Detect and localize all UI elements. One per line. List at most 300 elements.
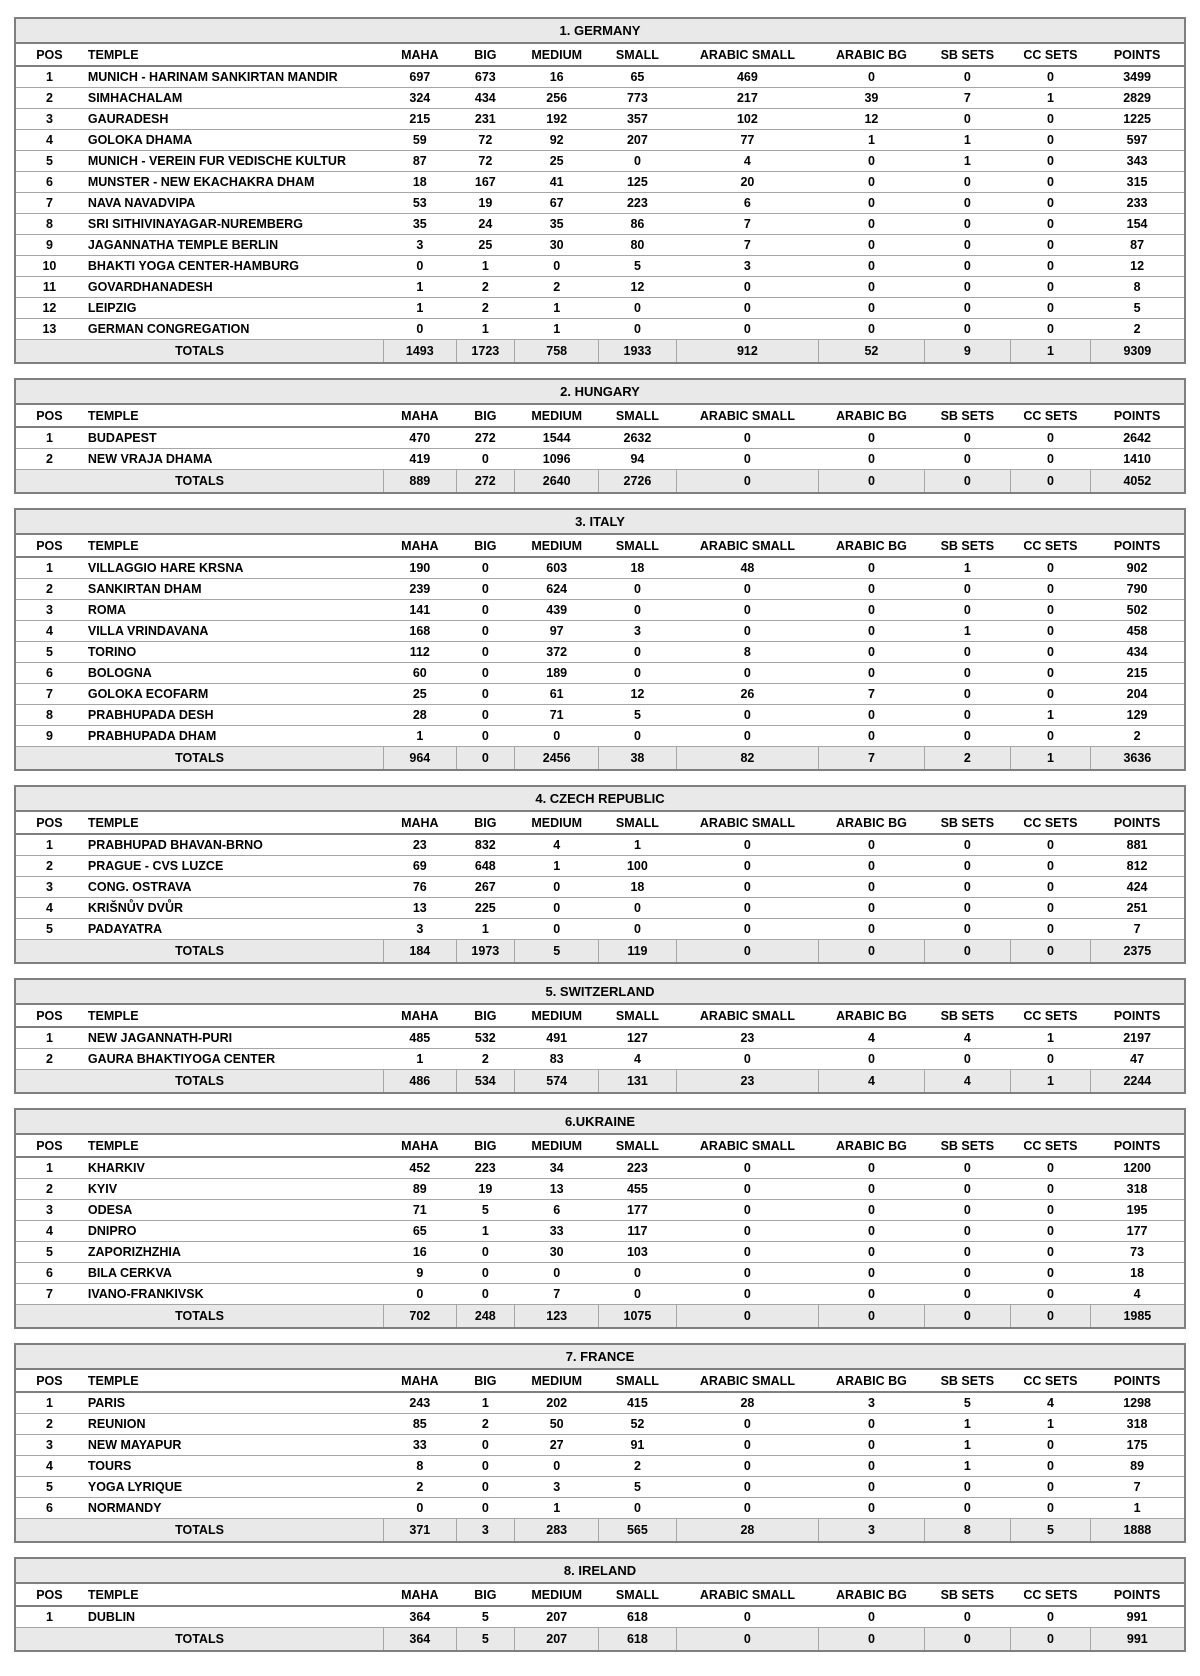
column-header-cc-sets: CC SETS [1011,534,1091,557]
column-header-sb-sets: SB SETS [924,1004,1011,1027]
table-row [15,427,1185,449]
cell-big: 0 [456,684,515,705]
cell-cc-sets: 0 [1011,1284,1091,1305]
cell-big: 223 [456,1157,515,1179]
country-title-row [15,979,1185,1004]
cell-small: 0 [599,663,676,684]
cell-sb-sets: 0 [924,919,1011,940]
column-header-maha: MAHA [384,1004,457,1027]
cell-arabic-bg: 0 [819,214,924,235]
cell-maha: 16 [384,1242,457,1263]
column-header-sb-sets: SB SETS [924,1583,1011,1606]
cell-small: 18 [599,877,676,898]
totals-cell-medium: 2456 [515,747,599,771]
totals-cell-arabic-small: 912 [676,340,819,364]
column-header-sb-sets: SB SETS [924,534,1011,557]
totals-cell-cc-sets: 1 [1011,340,1091,364]
country-title: 1. GERMANY [15,18,1185,43]
cell-cc-sets: 0 [1011,557,1091,579]
cell-temple: ROMA [83,600,384,621]
cell-maha: 0 [384,1498,457,1519]
cell-maha: 33 [384,1435,457,1456]
cell-small: 12 [599,684,676,705]
cell-big: 1 [456,1221,515,1242]
cell-big: 0 [456,600,515,621]
totals-cell-sb-sets: 4 [924,1070,1011,1094]
cell-temple: NEW VRAJA DHAMA [83,449,384,470]
cell-cc-sets: 0 [1011,1049,1091,1070]
cell-arabic-small: 0 [676,1049,819,1070]
totals-label: TOTALS [15,940,384,964]
cell-cc-sets: 0 [1011,1498,1091,1519]
column-header-points: POINTS [1090,811,1185,834]
totals-cell-points: 2244 [1090,1070,1185,1094]
cell-cc-sets: 0 [1011,621,1091,642]
column-header-temple: TEMPLE [83,1134,384,1157]
cell-arabic-bg: 0 [819,877,924,898]
cell-points: 424 [1090,877,1185,898]
cell-arabic-small: 0 [676,277,819,298]
totals-cell-maha: 702 [384,1305,457,1329]
totals-cell-big: 5 [456,1628,515,1652]
cell-small: 100 [599,856,676,877]
cell-arabic-small: 23 [676,1027,819,1049]
cell-small: 103 [599,1242,676,1263]
cell-pos: 1 [15,1157,83,1179]
cell-sb-sets: 0 [924,66,1011,88]
cell-maha: 190 [384,557,457,579]
cell-small: 5 [599,256,676,277]
column-header-medium: MEDIUM [515,43,599,66]
cell-sb-sets: 1 [924,1435,1011,1456]
column-header-pos: POS [15,43,83,66]
cell-small: 5 [599,705,676,726]
cell-maha: 112 [384,642,457,663]
column-header-pos: POS [15,1369,83,1392]
cell-big: 272 [456,427,515,449]
cell-big: 0 [456,705,515,726]
column-header-sb-sets: SB SETS [924,1369,1011,1392]
cell-cc-sets: 1 [1011,1027,1091,1049]
cell-sb-sets: 1 [924,621,1011,642]
cell-medium: 0 [515,877,599,898]
column-header-cc-sets: CC SETS [1011,43,1091,66]
cell-big: 0 [456,1498,515,1519]
cell-medium: 61 [515,684,599,705]
cell-sb-sets: 0 [924,1284,1011,1305]
column-header-points: POINTS [1090,43,1185,66]
table-row [15,256,1185,277]
cell-temple: BILA CERKVA [83,1263,384,1284]
cell-medium: 4 [515,834,599,856]
table-row [15,856,1185,877]
totals-cell-arabic-bg: 4 [819,1070,924,1094]
cell-arabic-bg: 1 [819,130,924,151]
cell-points: 175 [1090,1435,1185,1456]
cell-arabic-bg: 0 [819,1435,924,1456]
cell-pos: 3 [15,109,83,130]
table-row [15,88,1185,109]
country-title-row [15,509,1185,534]
cell-points: 233 [1090,193,1185,214]
cell-medium: 27 [515,1435,599,1456]
totals-row [15,470,1185,494]
cell-temple: PARIS [83,1392,384,1414]
cell-pos: 4 [15,1221,83,1242]
cell-arabic-bg: 3 [819,1392,924,1414]
cell-arabic-small: 0 [676,1200,819,1221]
cell-temple: KHARKIV [83,1157,384,1179]
cell-big: 1 [456,256,515,277]
cell-small: 117 [599,1221,676,1242]
totals-cell-sb-sets: 0 [924,1305,1011,1329]
cell-small: 0 [599,319,676,340]
totals-cell-cc-sets: 1 [1011,747,1091,771]
column-header-big: BIG [456,811,515,834]
cell-arabic-small: 0 [676,427,819,449]
cell-pos: 1 [15,1606,83,1628]
cell-points: 87 [1090,235,1185,256]
column-header-small: SMALL [599,1583,676,1606]
totals-cell-small: 131 [599,1070,676,1094]
totals-cell-cc-sets: 0 [1011,940,1091,964]
country-table [14,978,1186,1094]
table-row [15,1242,1185,1263]
country-table [14,17,1186,364]
cell-temple: MUNICH - HARINAM SANKIRTAN MANDIR [83,66,384,88]
totals-cell-big: 0 [456,747,515,771]
cell-pos: 9 [15,235,83,256]
cell-points: 7 [1090,919,1185,940]
cell-cc-sets: 0 [1011,663,1091,684]
cell-maha: 89 [384,1179,457,1200]
cell-points: 1 [1090,1498,1185,1519]
cell-points: 790 [1090,579,1185,600]
cell-medium: 0 [515,898,599,919]
cell-medium: 0 [515,256,599,277]
column-header-points: POINTS [1090,1004,1185,1027]
cell-cc-sets: 1 [1011,705,1091,726]
cell-arabic-bg: 0 [819,319,924,340]
cell-pos: 5 [15,1242,83,1263]
column-header-sb-sets: SB SETS [924,1134,1011,1157]
cell-sb-sets: 0 [924,1606,1011,1628]
column-header-medium: MEDIUM [515,1134,599,1157]
cell-arabic-bg: 0 [819,557,924,579]
cell-big: 19 [456,193,515,214]
cell-temple: SANKIRTAN DHAM [83,579,384,600]
cell-big: 532 [456,1027,515,1049]
cell-temple: JAGANNATHA TEMPLE BERLIN [83,235,384,256]
cell-maha: 168 [384,621,457,642]
cell-points: 343 [1090,151,1185,172]
column-header-maha: MAHA [384,404,457,427]
cell-medium: 0 [515,1456,599,1477]
cell-maha: 419 [384,449,457,470]
totals-cell-big: 534 [456,1070,515,1094]
totals-cell-arabic-small: 0 [676,1628,819,1652]
column-header-arabic-small: ARABIC SMALL [676,43,819,66]
cell-arabic-bg: 0 [819,1049,924,1070]
column-header-small: SMALL [599,811,676,834]
cell-big: 673 [456,66,515,88]
cell-big: 0 [456,1456,515,1477]
cell-arabic-bg: 0 [819,1179,924,1200]
table-row [15,449,1185,470]
totals-cell-arabic-small: 28 [676,1519,819,1543]
cell-maha: 1 [384,1049,457,1070]
cell-pos: 2 [15,1179,83,1200]
table-row [15,319,1185,340]
cell-cc-sets: 0 [1011,834,1091,856]
totals-cell-arabic-small: 23 [676,1070,819,1094]
country-table [14,1108,1186,1329]
column-header-cc-sets: CC SETS [1011,1369,1091,1392]
cell-arabic-small: 0 [676,834,819,856]
cell-pos: 4 [15,898,83,919]
cell-small: 223 [599,193,676,214]
totals-cell-cc-sets: 0 [1011,470,1091,494]
cell-medium: 92 [515,130,599,151]
cell-temple: VILLAGGIO HARE KRSNA [83,557,384,579]
cell-pos: 5 [15,1477,83,1498]
cell-maha: 69 [384,856,457,877]
cell-arabic-small: 8 [676,642,819,663]
table-row [15,1284,1185,1305]
country-table [14,1557,1186,1652]
cell-pos: 1 [15,66,83,88]
table-row [15,172,1185,193]
cell-arabic-small: 0 [676,600,819,621]
cell-arabic-small: 0 [676,919,819,940]
cell-maha: 60 [384,663,457,684]
cell-small: 52 [599,1414,676,1435]
cell-points: 881 [1090,834,1185,856]
totals-row [15,340,1185,364]
cell-medium: 3 [515,1477,599,1498]
cell-arabic-small: 3 [676,256,819,277]
totals-cell-medium: 758 [515,340,599,364]
column-header-pos: POS [15,1004,83,1027]
cell-maha: 23 [384,834,457,856]
column-header-big: BIG [456,404,515,427]
table-row [15,877,1185,898]
cell-sb-sets: 0 [924,663,1011,684]
totals-cell-cc-sets: 5 [1011,1519,1091,1543]
column-header-maha: MAHA [384,43,457,66]
totals-cell-medium: 2640 [515,470,599,494]
cell-maha: 364 [384,1606,457,1628]
totals-cell-big: 272 [456,470,515,494]
totals-cell-sb-sets: 0 [924,940,1011,964]
column-header-medium: MEDIUM [515,1369,599,1392]
cell-medium: 0 [515,726,599,747]
cell-cc-sets: 0 [1011,235,1091,256]
column-header-arabic-bg: ARABIC BG [819,1134,924,1157]
column-header-maha: MAHA [384,1583,457,1606]
table-row [15,1200,1185,1221]
cell-cc-sets: 0 [1011,1477,1091,1498]
cell-arabic-small: 0 [676,1284,819,1305]
column-header-temple: TEMPLE [83,811,384,834]
cell-arabic-small: 0 [676,1221,819,1242]
totals-cell-arabic-small: 0 [676,1305,819,1329]
cell-cc-sets: 0 [1011,1263,1091,1284]
cell-cc-sets: 0 [1011,1456,1091,1477]
cell-points: 502 [1090,600,1185,621]
column-header-temple: TEMPLE [83,534,384,557]
column-header-temple: TEMPLE [83,43,384,66]
cell-medium: 189 [515,663,599,684]
cell-medium: 0 [515,1263,599,1284]
table-row [15,579,1185,600]
cell-small: 0 [599,919,676,940]
cell-maha: 35 [384,214,457,235]
cell-maha: 3 [384,235,457,256]
column-header-small: SMALL [599,1369,676,1392]
cell-sb-sets: 0 [924,256,1011,277]
cell-sb-sets: 1 [924,130,1011,151]
cell-small: 12 [599,277,676,298]
cell-arabic-small: 0 [676,705,819,726]
country-title-row [15,1344,1185,1369]
cell-sb-sets: 0 [924,726,1011,747]
cell-maha: 85 [384,1414,457,1435]
cell-arabic-small: 6 [676,193,819,214]
cell-arabic-small: 28 [676,1392,819,1414]
cell-pos: 2 [15,1414,83,1435]
cell-maha: 3 [384,919,457,940]
column-header-temple: TEMPLE [83,1004,384,1027]
column-header-cc-sets: CC SETS [1011,404,1091,427]
cell-sb-sets: 4 [924,1027,1011,1049]
cell-cc-sets: 0 [1011,877,1091,898]
cell-big: 648 [456,856,515,877]
cell-big: 2 [456,277,515,298]
cell-small: 80 [599,235,676,256]
table-row [15,663,1185,684]
cell-arabic-bg: 0 [819,1284,924,1305]
country-title: 6.UKRAINE [15,1109,1185,1134]
cell-cc-sets: 0 [1011,193,1091,214]
table-row [15,235,1185,256]
column-header-temple: TEMPLE [83,1583,384,1606]
cell-maha: 0 [384,256,457,277]
column-header-big: BIG [456,1369,515,1392]
cell-points: 318 [1090,1414,1185,1435]
column-header-medium: MEDIUM [515,534,599,557]
column-header-arabic-small: ARABIC SMALL [676,404,819,427]
column-header-row [15,404,1185,427]
cell-arabic-bg: 0 [819,235,924,256]
cell-points: 812 [1090,856,1185,877]
column-header-row [15,1134,1185,1157]
cell-arabic-bg: 0 [819,1221,924,1242]
cell-points: 12 [1090,256,1185,277]
cell-pos: 5 [15,642,83,663]
cell-cc-sets: 0 [1011,919,1091,940]
table-row [15,151,1185,172]
cell-points: 215 [1090,663,1185,684]
table-row [15,1606,1185,1628]
cell-maha: 8 [384,1456,457,1477]
cell-maha: 13 [384,898,457,919]
totals-cell-big: 248 [456,1305,515,1329]
cell-points: 177 [1090,1221,1185,1242]
totals-cell-points: 991 [1090,1628,1185,1652]
cell-big: 225 [456,898,515,919]
totals-cell-maha: 964 [384,747,457,771]
cell-temple: DNIPRO [83,1221,384,1242]
totals-cell-arabic-bg: 0 [819,1305,924,1329]
cell-pos: 8 [15,705,83,726]
cell-medium: 1 [515,298,599,319]
cell-small: 0 [599,1263,676,1284]
cell-big: 72 [456,151,515,172]
column-header-temple: TEMPLE [83,1369,384,1392]
cell-maha: 9 [384,1263,457,1284]
cell-arabic-small: 4 [676,151,819,172]
cell-arabic-small: 217 [676,88,819,109]
cell-medium: 34 [515,1157,599,1179]
cell-small: 357 [599,109,676,130]
cell-small: 177 [599,1200,676,1221]
cell-points: 1298 [1090,1392,1185,1414]
country-title-row [15,1558,1185,1583]
totals-cell-arabic-bg: 0 [819,940,924,964]
table-row [15,130,1185,151]
totals-cell-medium: 574 [515,1070,599,1094]
column-header-big: BIG [456,1004,515,1027]
cell-arabic-bg: 39 [819,88,924,109]
cell-maha: 452 [384,1157,457,1179]
totals-cell-sb-sets: 0 [924,470,1011,494]
totals-cell-medium: 5 [515,940,599,964]
column-header-small: SMALL [599,534,676,557]
column-header-row [15,1369,1185,1392]
cell-maha: 239 [384,579,457,600]
cell-arabic-bg: 0 [819,1414,924,1435]
cell-sb-sets: 1 [924,151,1011,172]
country-title: 3. ITALY [15,509,1185,534]
cell-medium: 30 [515,235,599,256]
cell-pos: 10 [15,256,83,277]
table-row [15,557,1185,579]
cell-temple: NEW MAYAPUR [83,1435,384,1456]
table-row [15,834,1185,856]
cell-sb-sets: 0 [924,277,1011,298]
cell-pos: 3 [15,1200,83,1221]
cell-maha: 1 [384,298,457,319]
cell-temple: REUNION [83,1414,384,1435]
column-header-sb-sets: SB SETS [924,43,1011,66]
totals-cell-arabic-bg: 52 [819,340,924,364]
column-header-small: SMALL [599,1134,676,1157]
cell-sb-sets: 0 [924,1049,1011,1070]
country-title: 5. SWITZERLAND [15,979,1185,1004]
cell-cc-sets: 0 [1011,427,1091,449]
cell-sb-sets: 0 [924,449,1011,470]
cell-big: 0 [456,642,515,663]
cell-points: 18 [1090,1263,1185,1284]
cell-temple: NORMANDY [83,1498,384,1519]
totals-cell-sb-sets: 8 [924,1519,1011,1543]
cell-sb-sets: 0 [924,877,1011,898]
column-header-arabic-bg: ARABIC BG [819,404,924,427]
table-row [15,726,1185,747]
cell-big: 5 [456,1200,515,1221]
cell-small: 415 [599,1392,676,1414]
